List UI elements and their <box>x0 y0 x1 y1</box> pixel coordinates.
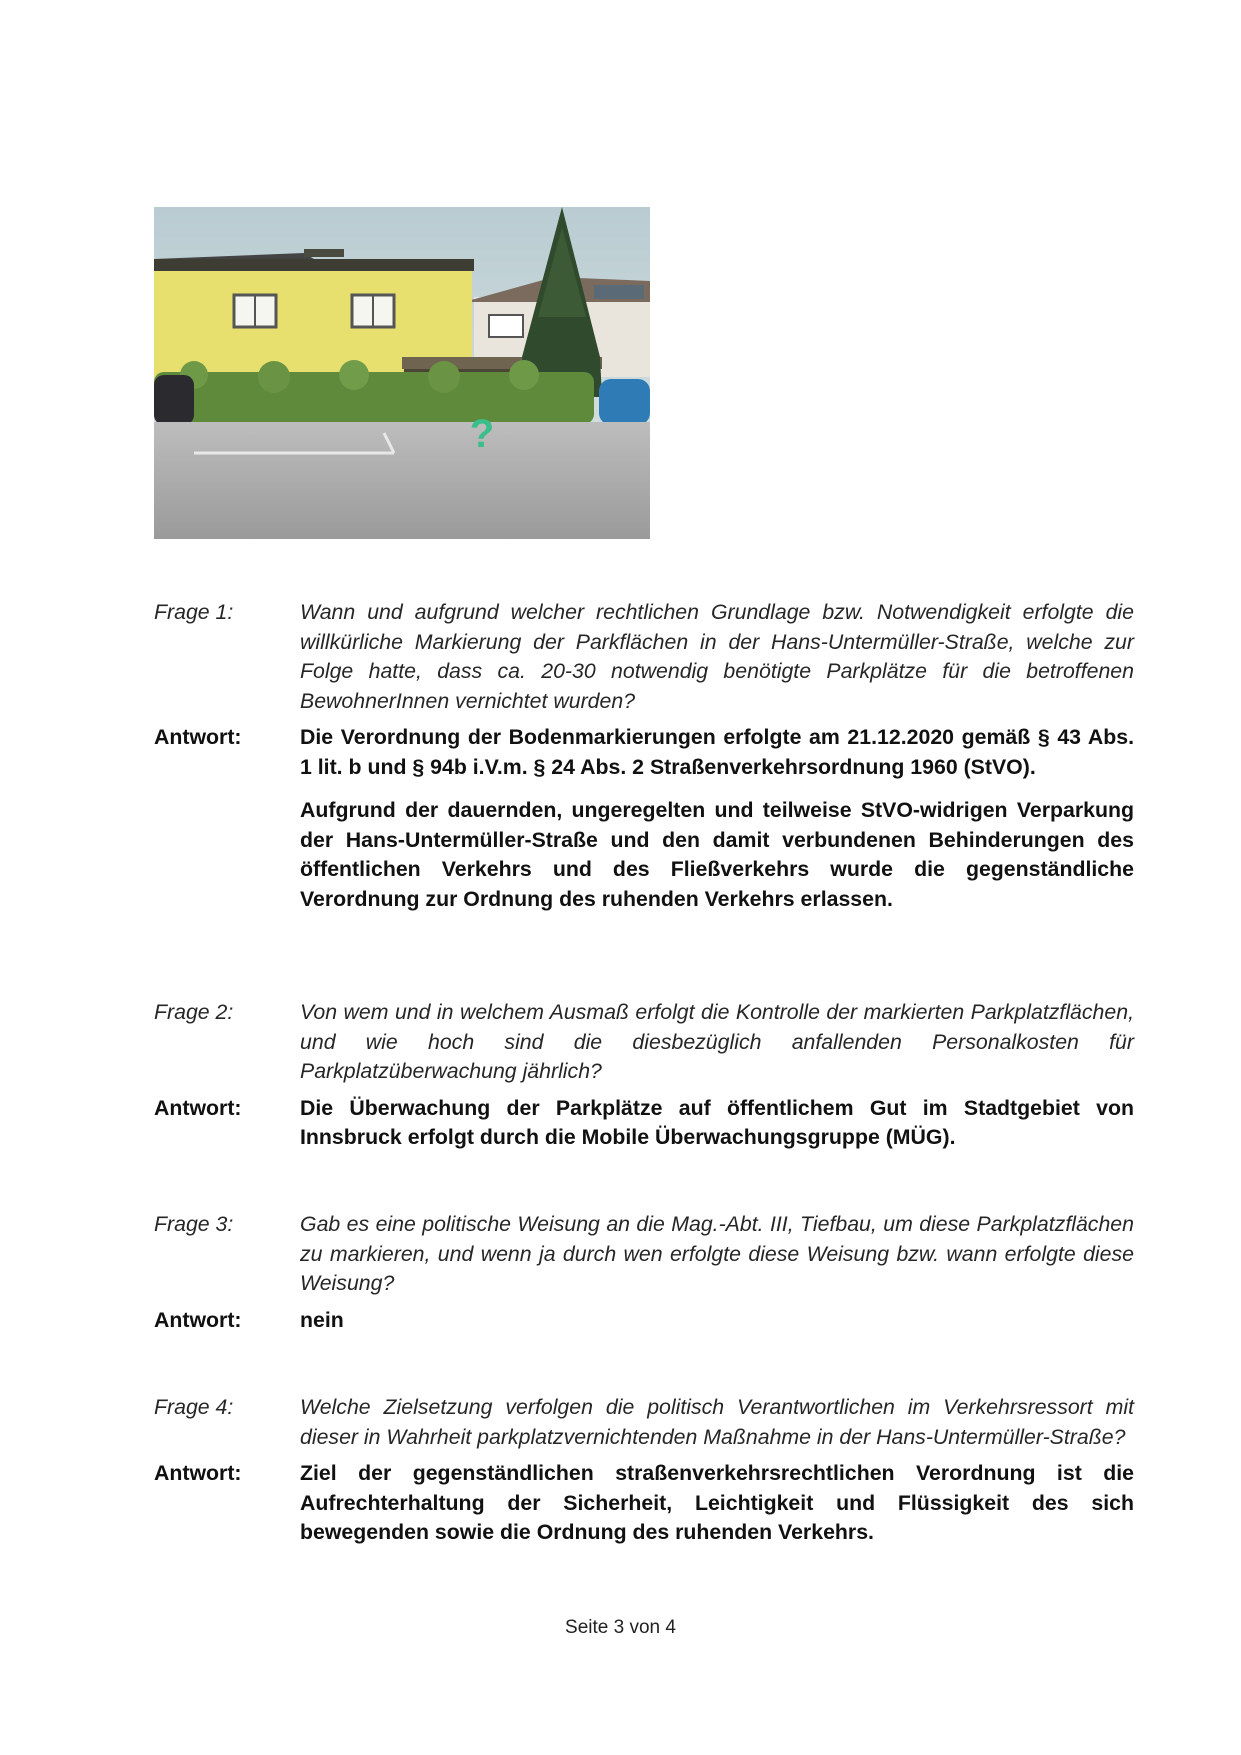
answer-label: Antwort: <box>154 1307 242 1332</box>
answer-row <box>154 1306 1134 1336</box>
answer-row <box>154 723 1134 914</box>
question-row <box>154 998 1134 1087</box>
answer-paragraph: Die Verordnung der Bodenmarkierungen erfolgte am 21.12.2020 gemäß § 43 Abs. 1 lit. b und § 94b i.V.m. § 24 Abs. 2 Straßenverkehrsordnung 1960 (StVO). <box>300 725 1134 779</box>
page-number: Seite 3 von 4 <box>565 1617 676 1638</box>
answer-text <box>300 1094 1134 1153</box>
answer-text <box>300 723 1134 914</box>
street-photo <box>154 207 650 539</box>
question-row <box>154 1210 1134 1299</box>
question-row <box>154 598 1134 716</box>
answer-paragraph: Die Überwachung der Parkplätze auf öffentlichem Gut im Stadtgebiet von Innsbruck erfolgt durch die Mobile Überwachungsgruppe (MÜG). <box>300 1095 1134 1149</box>
qa-block-2 <box>154 998 1134 1153</box>
question-label: Frage 3: <box>154 1212 234 1236</box>
qa-block-1 <box>154 598 1134 914</box>
question-label: Frage 1: <box>154 600 234 624</box>
question-label: Frage 4: <box>154 1395 234 1419</box>
question-text: Welche Zielsetzung verfolgen die politisch Verantwortlichen im Verkehrsressort mit dieser in Wahrheit parkplatzvernichtenden Maßnahme in der Hans-Untermüller-Straße? <box>300 1395 1134 1449</box>
answer-text <box>300 1306 1134 1336</box>
answer-paragraph: nein <box>300 1307 344 1332</box>
question-text: Von wem und in welchem Ausmaß erfolgt die Kontrolle der markierten Parkplatzflächen, und wie hoch sind die diesbezüglich anfallenden Personalkosten für Parkplatzüberwachung jährlich? <box>300 1000 1134 1083</box>
answer-label: Antwort: <box>154 725 242 749</box>
question-text: Wann und aufgrund welcher rechtlichen Grundlage bzw. Notwendigkeit erfolgte die willkürliche Markierung der Parkflächen in der Hans-Untermüller-Straße, welche zur Folge hatte, dass ca. 20-30 notwendig benötigte Parkplätze für die betroffenen BewohnerInnen vernichtet wurden? <box>300 600 1134 713</box>
answer-label: Antwort: <box>154 1461 242 1485</box>
qa-block-3 <box>154 1210 1134 1335</box>
answer-paragraph: Aufgrund der dauernden, ungeregelten und teilweise StVO-widrigen Verparkung der Hans-Untermüller-Straße und den damit verbundenen Behinderungen des öffentlichen Verkehrs und des Fließverkehrs wurde die gegenständliche Verordnung zur Ordnung des ruhenden Verkehrs erlassen. <box>300 798 1134 911</box>
street-photo-illustration <box>154 207 650 539</box>
qa-block-4 <box>154 1393 1134 1548</box>
question-text: Gab es eine politische Weisung an die Mag.-Abt. III, Tiefbau, um diese Parkplatzflächen zu markieren, und wenn ja durch wen erfolgte diese Weisung bzw. wann erfolgte diese Weisung? <box>300 1212 1134 1295</box>
answer-paragraph: Ziel der gegenständlichen straßenverkehrsrechtlichen Verordnung ist die Aufrechterhaltung der Sicherheit, Leichtigkeit und Flüssigkeit des sich bewegenden sowie die Ordnung des ruhenden Verkehrs. <box>300 1461 1134 1544</box>
question-label: Frage 2: <box>154 1000 234 1024</box>
answer-label: Antwort: <box>154 1095 242 1120</box>
answer-row <box>154 1094 1134 1153</box>
question-marker: ? <box>469 412 495 456</box>
answer-text <box>300 1459 1134 1548</box>
answer-row <box>154 1459 1134 1548</box>
question-row <box>154 1393 1134 1452</box>
